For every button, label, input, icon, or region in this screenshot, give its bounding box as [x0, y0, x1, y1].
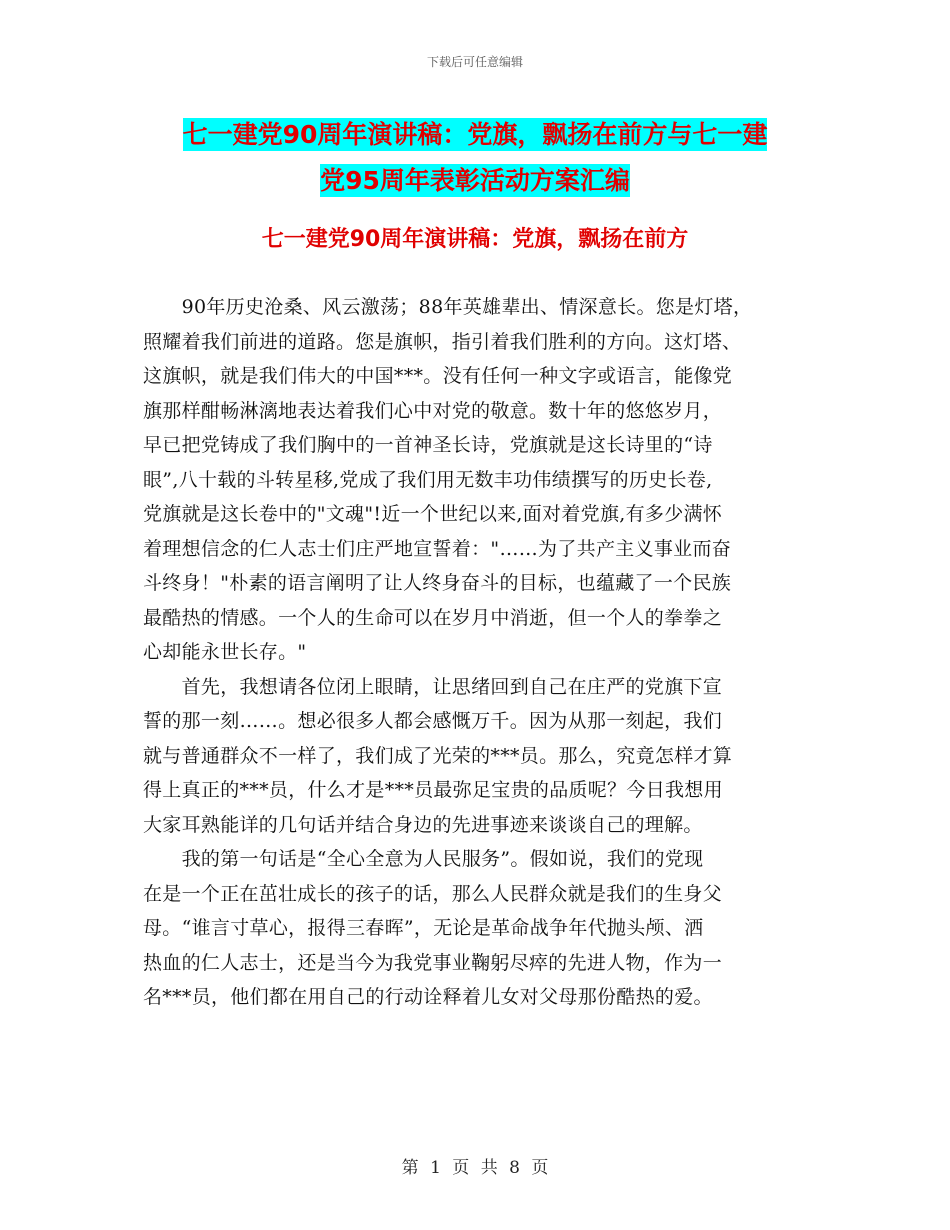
header-note: 下载后可任意编辑	[426, 55, 523, 69]
document-title	[0, 112, 950, 204]
body-line: 得上真正的***员，什么才是***员最弥足宝贵的品质呢？今日我想用	[143, 779, 723, 801]
body-line: 90年历史沧桑、风云激荡；88年英雄辈出、情深意长。您是灯塔，	[143, 296, 753, 318]
section-title: 七一建党90周年演讲稿：党旗，飘扬在前方	[261, 227, 689, 252]
body-line: 早已把党铸成了我们胸中的一首神圣长诗，党旗就是这长诗里的“诗	[143, 434, 713, 456]
body-line: 照耀着我们前进的道路。您是旗帜，指引着我们胜利的方向。这灯塔、	[143, 330, 742, 353]
body-line: 大家耳熟能详的几句话并结合身边的先进事迹来谈谈自己的理解。	[143, 813, 703, 836]
body-text	[143, 290, 823, 1015]
page-number-footer: 第 1 页 共 8 页	[401, 1158, 549, 1178]
title-line-2: 党95周年表彰活动方案汇编	[320, 166, 630, 195]
body-line: 首先，我想请各位闭上眼睛，让思绪回到自己在庄严的党旗下宣	[143, 675, 723, 698]
body-line: 名***员，他们都在用自己的行动诠释着儿女对父母那份酷热的爱。	[143, 986, 713, 1008]
body-line: 母。“谁言寸草心，报得三春晖”，无论是革命战争年代抛头颅、洒	[143, 917, 704, 939]
body-line: 热血的仁人志士，还是当今为我党事业鞠躬尽瘁的先进人物，作为一	[143, 951, 723, 974]
body-line: 就与普通群众不一样了，我们成了光荣的***员。那么，究竟怎样才算	[143, 744, 733, 767]
body-line: 党旗就是这长卷中的"文魂"!近一个世纪以来,面对着党旗,有多少满怀	[143, 503, 723, 525]
title-line-1: 七一建党90周年演讲稿：党旗，飘扬在前方与七一建	[182, 120, 768, 149]
body-line: 着理想信念的仁人志士们庄严地宣誓着："……为了共产主义事业而奋	[143, 537, 732, 560]
body-line: 眼”,八十载的斗转星移,党成了我们用无数丰功伟绩撰写的历史长卷,	[143, 468, 713, 491]
body-line: 心却能永世长存。"	[143, 641, 307, 663]
body-line: 旗那样酣畅淋漓地表达着我们心中对党的敬意。数十年的悠悠岁月，	[143, 399, 723, 422]
body-line: 在是一个正在茁壮成长的孩子的话，那么人民群众就是我们的生身父	[143, 882, 723, 905]
body-line: 最酷热的情感。一个人的生命可以在岁月中消逝，但一个人的拳拳之	[143, 606, 723, 629]
body-line: 这旗帜，就是我们伟大的中国***。没有任何一种文字或语言，能像党	[143, 365, 733, 387]
body-line: 斗终身！"朴素的语言阐明了让人终身奋斗的目标，也蕴藏了一个民族	[143, 572, 732, 594]
body-line: 我的第一句话是“全心全意为人民服务”。假如说，我们的党现	[143, 848, 704, 870]
body-line: 誓的那一刻……。想必很多人都会感慨万千。因为从那一刻起，我们	[143, 710, 723, 732]
